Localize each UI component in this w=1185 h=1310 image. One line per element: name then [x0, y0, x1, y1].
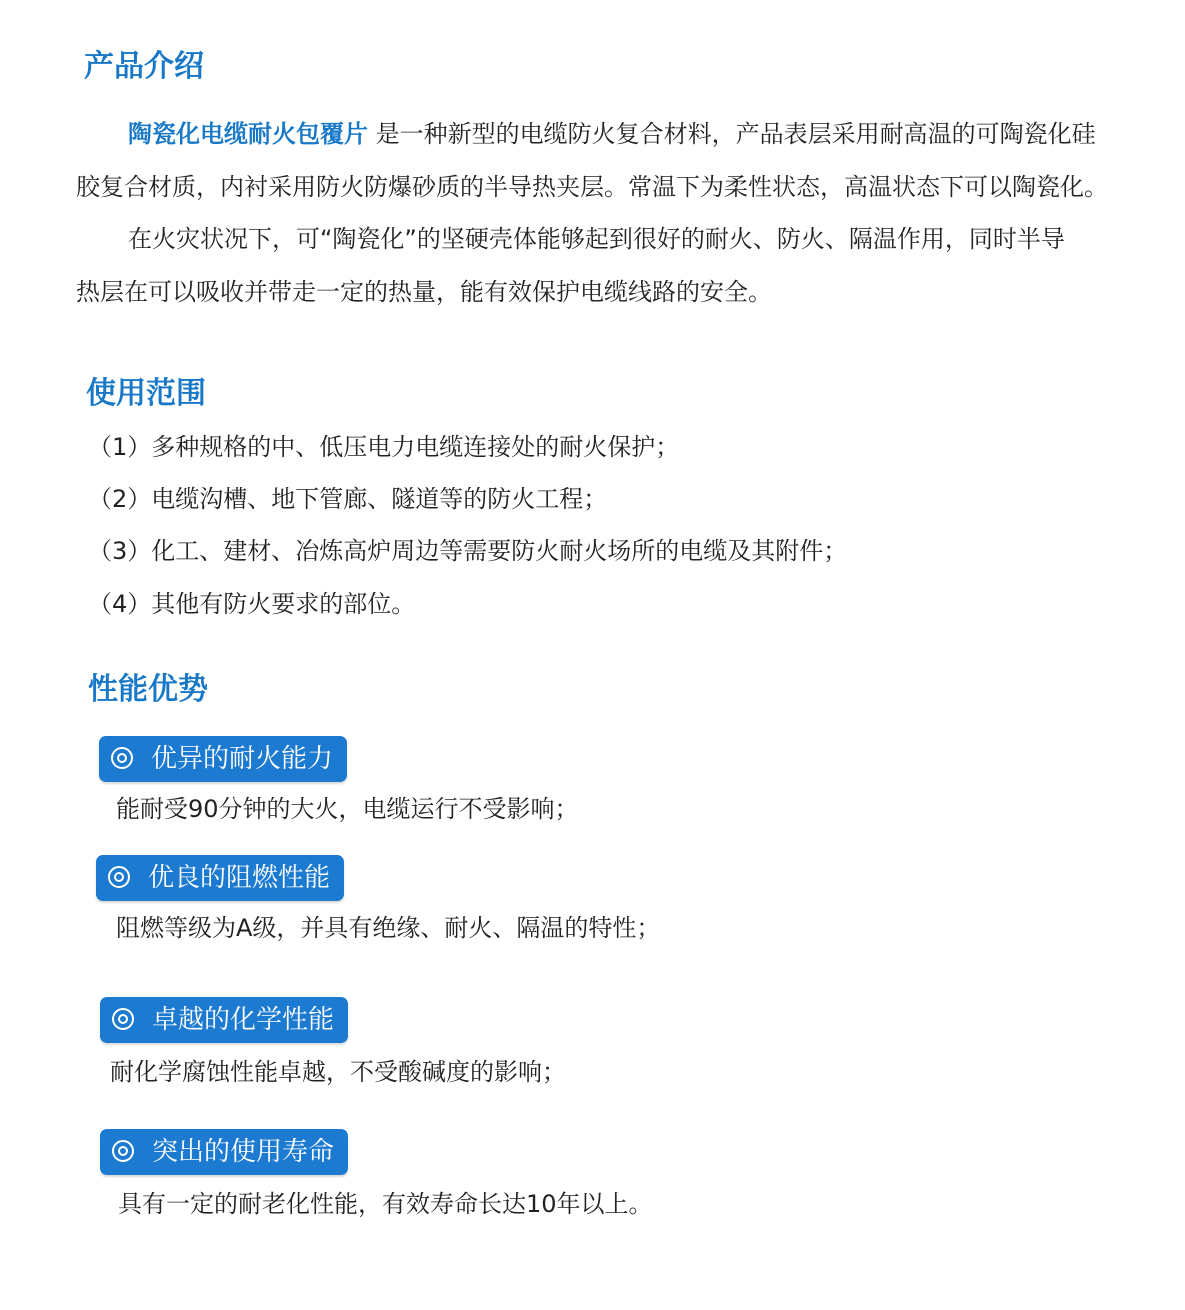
advantage-badge-label: 卓越的化学性能: [152, 1005, 335, 1035]
double-circle-icon: [112, 1008, 134, 1030]
intro-paragraph-2-line-2: 热层在可以吸收并带走一定的热量，能有效保护电缆线路的安全。: [76, 278, 772, 306]
intro-paragraph-2-line-1: 在火灾状况下，可“陶瓷化”的坚硬壳体能够起到很好的耐火、防火、隔温作用，同时半导: [128, 225, 1065, 253]
advantage-description: 耐化学腐蚀性能卓越，不受酸碱度的影响；: [110, 1058, 566, 1086]
double-circle-icon: [108, 866, 130, 888]
double-circle-icon: [112, 1140, 134, 1162]
advantage-description: 具有一定的耐老化性能，有效寿命长达10年以上。: [118, 1190, 653, 1218]
advantage-badge-service-life: [100, 1129, 348, 1175]
intro-paragraph-1-line-2: 胶复合材质，内衬采用防火防爆砂质的半导热夹层。常温下为柔性状态，高温状态下可以陶瓷化。: [76, 173, 1108, 201]
product-name-highlight: 陶瓷化电缆耐火包覆片: [128, 120, 368, 148]
advantage-description: 能耐受90分钟的大火，电缆运行不受影响；: [116, 795, 579, 823]
usage-list-item: （1）多种规格的中、低压电力电缆连接处的耐火保护；: [88, 433, 680, 461]
intro-paragraph-1-rest: 是一种新型的电缆防火复合材料，产品表层采用耐高温的可陶瓷化硅: [368, 120, 1096, 148]
usage-title: 使用范围: [86, 376, 206, 411]
advantage-badge-label: 优良的阻燃性能: [148, 863, 331, 893]
advantage-badge-flame-retardant: [96, 855, 344, 901]
usage-list-item: （3）化工、建材、冶炼高炉周边等需要防火耐火场所的电缆及其附件；: [88, 537, 848, 565]
advantage-description: 阻燃等级为A级，并具有绝缘、耐火、隔温的特性；: [116, 914, 661, 942]
double-circle-icon: [111, 747, 133, 769]
advantage-badge-chemical: [100, 997, 348, 1043]
advantages-title: 性能优势: [88, 672, 208, 707]
advantage-badge-fire-resistance: [99, 736, 347, 782]
intro-paragraph-1-line-1: [128, 117, 1096, 151]
advantage-badge-label: 突出的使用寿命: [152, 1137, 335, 1167]
advantage-badge-label: 优异的耐火能力: [151, 744, 334, 774]
intro-title: 产品介绍: [84, 49, 204, 84]
usage-list-item: （4）其他有防火要求的部位。: [88, 590, 416, 618]
usage-list-item: （2）电缆沟槽、地下管廊、隧道等的防火工程；: [88, 485, 608, 513]
